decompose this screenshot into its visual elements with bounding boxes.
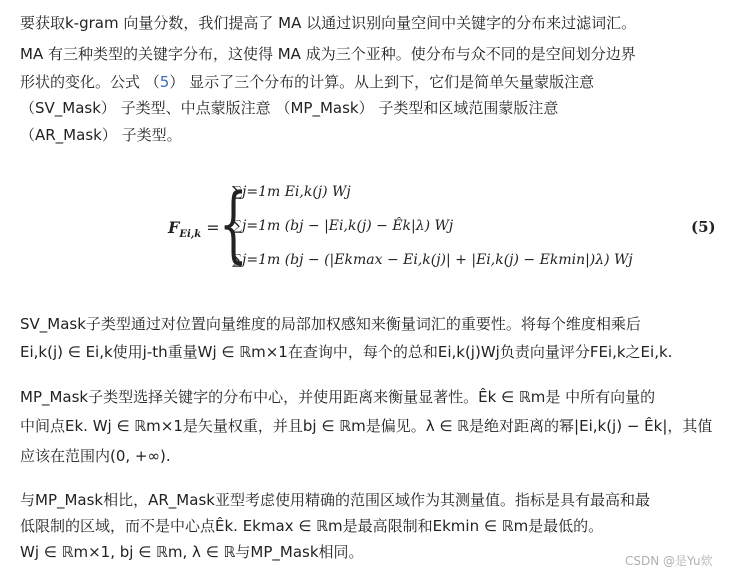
left-brace: { <box>219 177 248 272</box>
para3-line2: 中间点Ek. Wj ∈ ℝm×1是矢量权重，并且bj ∈ ℝm是偏见。λ ∈ ℝ是绝对距离的幂|Ei,k(j) − Êk|，其值 <box>20 417 713 435</box>
para4-line1: 与MP_Mask相比，AR_Mask亚型考虑使用精确的范围区域作为其测量值。指标是具有最高和最 <box>20 491 650 509</box>
para1-line3 <box>20 70 594 94</box>
csdn-watermark: CSDN @是Yu欸 <box>625 554 713 568</box>
para2-line2: Ei,k(j) ∈ Ei,k使用j-th重量Wj ∈ ℝm×1在查询中，每个的总和Ei,k(j)Wj负责向量评分FEi,k之Ei,k. <box>20 343 673 361</box>
para1-line4: （SV_Mask） 子类型、中点蒙版注意 （MP_Mask） 子类型和区域范围蒙版注意 <box>20 99 559 117</box>
equation-reference-link[interactable]: 5 <box>159 73 170 91</box>
equation-number: (5) <box>691 218 716 236</box>
para3-line3: 应该在范围内(0, +∞). <box>20 447 171 465</box>
equation-5 <box>0 178 737 278</box>
para1-line5: （AR_Mask） 子类型。 <box>20 126 182 144</box>
para1-line3-text-a: 形状的变化。公式 （ <box>20 73 160 91</box>
equation-case-3: ∑j=1m (bj − (|Ekmax − Ei,k(j)| + |Ei,k(j) − Ekmin|)λ) Wj <box>232 252 633 268</box>
para1-line1: 要获取k-gram 向量分数，我们提高了 MA 以通过识别向量空间中关键字的分布来过滤词汇。 <box>20 14 637 32</box>
para1-line2: MA 有三种类型的关键字分布，这使得 MA 成为三个亚种。使分布与众不同的是空间划分边界 <box>20 45 636 63</box>
equation-case-2: ∑j=1m (bj − |Ei,k(j) − Êk|λ) Wj <box>232 218 454 234</box>
equation-case-1: ∑j=1m Ei,k(j) Wj <box>232 184 351 200</box>
para4-line2: 低限制的区域，而不是中心点Êk. Ekmax ∈ ℝm是最高限制和Ekmin ∈ ℝm是最低的。 <box>20 517 604 535</box>
equation-lhs: $F_{Ei,k}$ = <box>168 218 220 241</box>
para3-line1: MP_Mask子类型选择关键字的分布中心，并使用距离来衡量显著性。Êk ∈ ℝm是 中所有向量的 <box>20 388 656 406</box>
para4-line3: Wj ∈ ℝm×1, bj ∈ ℝm, λ ∈ ℝ与MP_Mask相同。 <box>20 543 364 561</box>
para2-line1: SV_Mask子类型通过对位置向量维度的局部加权感知来衡量词汇的重要性。将每个维度相乘后 <box>20 315 641 333</box>
para1-line3-text-b: ） 显示了三个分布的计算。从上到下，它们是简单矢量蒙版注意 <box>169 73 595 91</box>
